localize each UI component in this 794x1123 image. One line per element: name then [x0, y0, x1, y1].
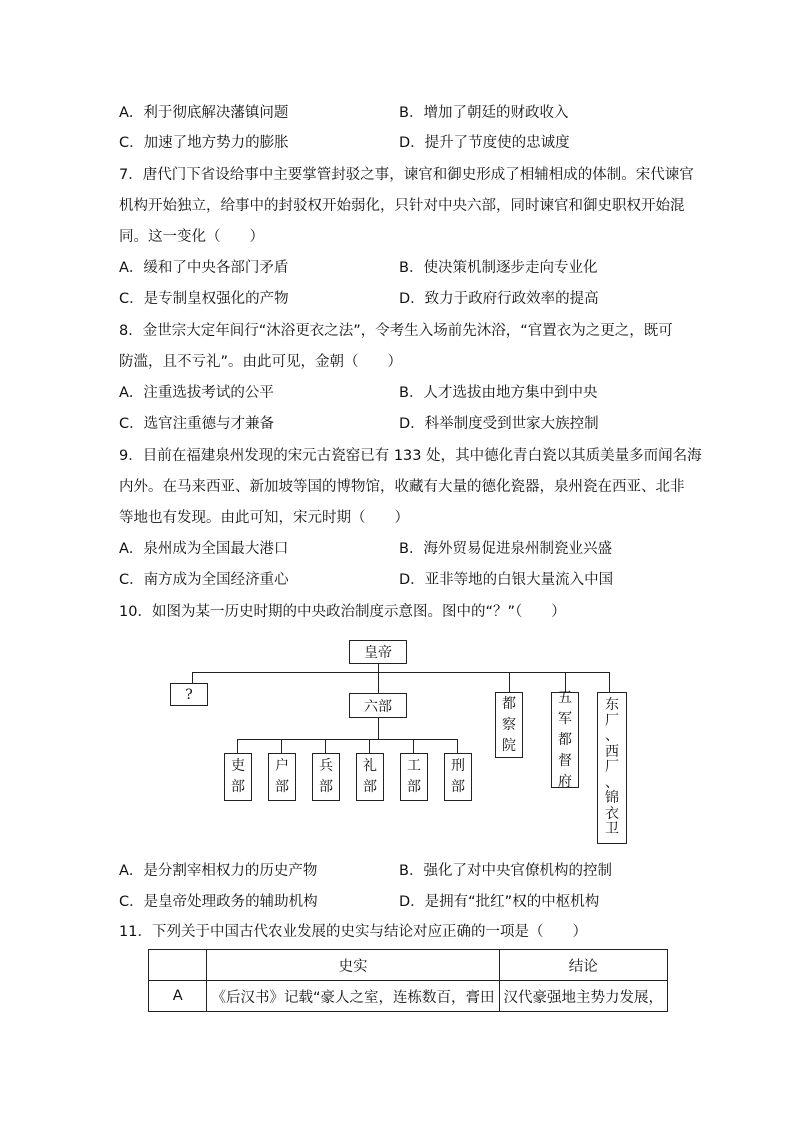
q8-stem-line-2: 防滥，且不亏礼”。由此可见，金朝（ ） [119, 354, 403, 370]
duchayuan-box [495, 692, 523, 758]
q10-option-a: A．是分割宰相权力的历史产物 [119, 863, 318, 879]
duchayuan-branch-line [509, 672, 510, 692]
ministry-branch-line [369, 739, 370, 753]
wujun-label: 五军都督府 [558, 689, 572, 790]
changwei-char: 厂 [605, 712, 619, 729]
changwei-char: 衣 [605, 805, 619, 822]
q6-option-a: A．利于彻底解决藩镇问题 [119, 105, 289, 121]
q9-option-c: C．南方成为全国经济重心 [119, 572, 289, 588]
q9-option-b: B．海外贸易促进泉州制瓷业兴盛 [399, 541, 612, 557]
top-connector-line [192, 672, 610, 673]
q10-option-d: D．是拥有“批红”权的中枢机构 [399, 894, 600, 910]
changwei-char: 东 [605, 697, 619, 714]
q8-option-a: A．注重选拔考试的公平 [119, 385, 274, 401]
q7-option-b: B．使决策机制逐步走向专业化 [399, 260, 598, 276]
q9-option-a: A．泉州成为全国最大港口 [119, 541, 289, 557]
q11-table [148, 949, 668, 1012]
q10-option-c: C．是皇帝处理政务的辅助机构 [119, 894, 318, 910]
q9-option-d: D．亚非等地的白银大量流入中国 [399, 572, 614, 588]
q8-stem-line-1: 8．金世宗大定年间行“沐浴更衣之法”，令考生入场前先沐浴，“官置衣为之更之，既可 [119, 323, 673, 339]
q11-stem: 11．下列关于中国古代农业发展的史实与结论对应正确的一项是（ ） [119, 924, 587, 940]
emperor-box: 皇帝 [349, 640, 407, 664]
q9-stem-line-2: 内外。在马来西亚、新加坡等国的博物馆，收藏有大量的德化瓷器，泉州瓷在西亚、北非 [119, 479, 685, 495]
q7-option-a: A．缓和了中央各部门矛盾 [119, 260, 289, 276]
ministry-label: 户部 [275, 758, 289, 795]
ministry-box [356, 753, 384, 801]
duchayuan-label: 都察院 [502, 695, 516, 754]
q6-option-c: C．加速了地方势力的膨胀 [119, 135, 289, 151]
changwei-char: 厂 [605, 759, 619, 776]
changwei-char: 西 [605, 743, 619, 760]
ministry-box [312, 753, 340, 801]
table-header-cell: 史实 [207, 950, 499, 981]
table-header-cell: 结论 [499, 950, 668, 981]
ministry-branch-line [325, 739, 326, 753]
changwei-char: 卫 [605, 821, 619, 838]
q7-stem-line-2: 机构开始独立，给事中的封驳权开始弱化，只针对中央六部，同时谏官和御史职权开始混 [119, 198, 685, 214]
ministry-branch-line [457, 739, 458, 753]
q7-stem-line-1: 7．唐代门下省设给事中主要掌管封驳之事，谏官和御史形成了相辅相成的体制。宋代谏官 [119, 167, 694, 183]
unknown-box: ? [170, 683, 208, 706]
changwei-branch-line [609, 672, 610, 692]
q7-option-d: D．致力于政府行政效率的提高 [399, 291, 599, 307]
liubu-box: 六部 [349, 693, 407, 718]
ministry-box [224, 753, 252, 801]
ministry-label: 刑部 [451, 758, 465, 795]
ministry-box [444, 753, 472, 801]
table-header-cell [149, 950, 207, 981]
ministry-label: 吏部 [231, 758, 245, 795]
q9-stem-line-3: 等地也有发现。由此可知，宋元时期（ ） [119, 510, 409, 526]
changwei-char: 、 [605, 728, 619, 745]
table-cell: 《后汉书》记载“豪人之室，连栋数百，膏田 [207, 981, 499, 1012]
q7-stem-line-3: 同。这一变化（ ） [119, 229, 264, 245]
q6-option-d: D．提升了节度使的忠诚度 [399, 135, 570, 151]
ministry-label: 礼部 [363, 758, 377, 795]
table-cell: 汉代豪强地主势力发展， [499, 981, 668, 1012]
ministry-branch-line [281, 739, 282, 753]
ministry-box [400, 753, 428, 801]
liubu-stem-line [378, 718, 379, 740]
unknown-branch-line [192, 672, 193, 683]
wujun-box [551, 689, 579, 790]
q9-stem-line-1: 9．目前在福建泉州发现的宋元古瓷窑已有 133 处，其中德化青白瓷以其质美量多而闻名海 [119, 448, 702, 464]
ministry-branch-line [413, 739, 414, 753]
q6-option-b: B．增加了朝廷的财政收入 [399, 105, 569, 121]
table-header-row [149, 950, 668, 981]
ministries-connector-line [237, 739, 458, 740]
q10-stem: 10．如图为某一历史时期的中央政治制度示意图。图中的“？”（ ） [119, 604, 566, 620]
changwei-char: 锦 [605, 790, 619, 807]
ministry-branch-line [237, 739, 238, 753]
q10-option-b: B．强化了对中央官僚机构的控制 [399, 863, 612, 879]
liubu-branch-line [378, 672, 379, 693]
changwei-box [597, 692, 627, 844]
ministry-label: 兵部 [319, 758, 333, 795]
changwei-char: 、 [605, 774, 619, 791]
q8-option-b: B．人才选拔由地方集中到中央 [399, 385, 598, 401]
q7-option-c: C．是专制皇权强化的产物 [119, 291, 289, 307]
table-cell: A [149, 981, 207, 1012]
ministry-label: 工部 [407, 758, 421, 795]
q8-option-c: C．选官注重德与才兼备 [119, 416, 275, 432]
q8-option-d: D．科举制度受到世家大族控制 [399, 416, 599, 432]
ministry-box [268, 753, 296, 801]
table-row [149, 981, 668, 1012]
